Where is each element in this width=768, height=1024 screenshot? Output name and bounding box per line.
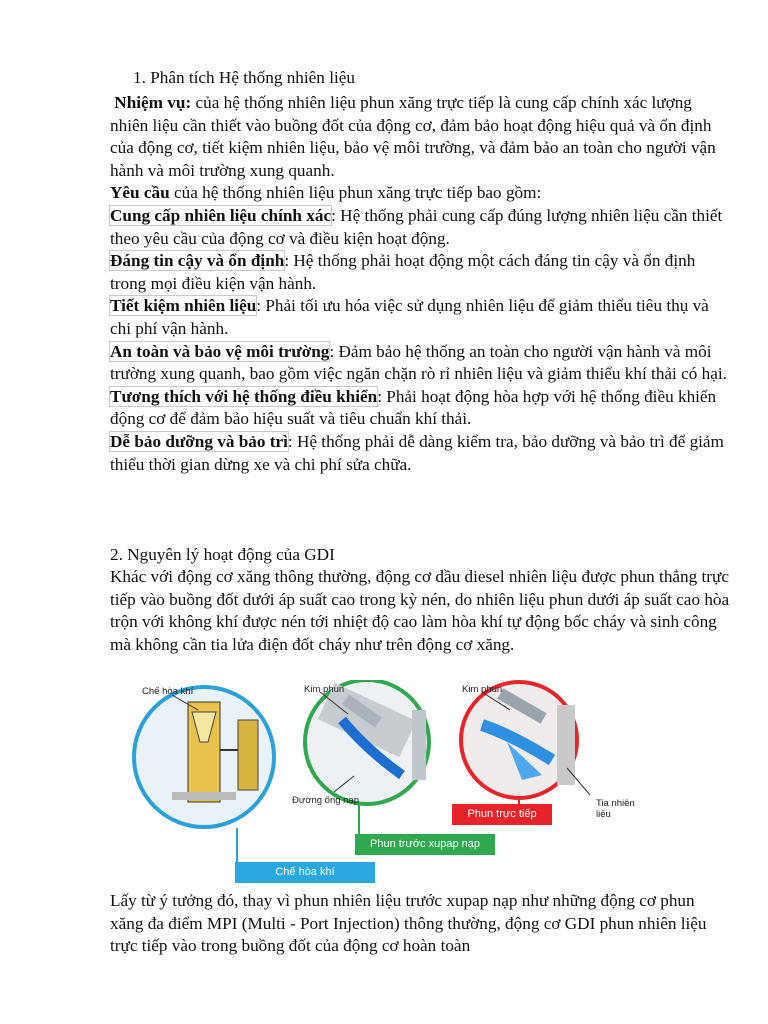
- fuel-system-comparison-figure: [112, 680, 652, 885]
- tag-carburetor: Chế hòa khí: [235, 862, 375, 883]
- section1-body: [110, 92, 730, 476]
- requirement-text: : Hệ thống phải dễ dàng kiểm tra, bảo dưỡng và bảo trì để giảm thiểu thời gian dừng xe và chi phí sửa chữa.: [110, 431, 724, 474]
- label-injector-direct: Kim phun: [462, 684, 503, 695]
- requirement-item: [110, 341, 730, 386]
- requirement-label: Tiết kiệm nhiên liệu: [110, 296, 257, 316]
- section2-heading: 2. Nguyên lý hoạt động của GDI: [110, 545, 335, 564]
- requirement-item: [110, 386, 730, 431]
- tag-direct-injection: Phun trực tiếp: [452, 804, 552, 825]
- requirement-item: [110, 295, 730, 340]
- requirement-label: Cung cấp nhiên liệu chính xác: [110, 205, 332, 225]
- requirement-label: Dễ bảo dưỡng và bảo trì: [110, 431, 288, 451]
- requirement-text: : Đảm bảo hệ thống an toàn cho người vận hành và môi trường xung quanh, bao gồm việc ngăn chặn rò rỉ nhiên liệu và giảm thiểu khí thải có hại.: [110, 341, 727, 384]
- requirement-label: An toàn và bảo vệ môi trường: [110, 341, 330, 361]
- requirement-item: [110, 205, 730, 250]
- requirements-label: Yêu cầu: [110, 183, 170, 203]
- requirement-text: : Phải hoạt động hòa hợp với hệ thống điều khiển động cơ để đảm bảo hiệu suất và tiêu chuẩn khí thải.: [110, 386, 717, 429]
- requirement-text: : Phải tối ưu hóa việc sử dụng nhiên liệu để giảm thiểu tiêu thụ và chi phí vận hành.: [110, 296, 709, 338]
- task-paragraph: [110, 92, 730, 182]
- requirements-intro: [110, 182, 730, 205]
- requirement-label: Đáng tin cậy và ổn định: [110, 251, 285, 271]
- requirement-item: [110, 250, 730, 295]
- requirement-text: : Hệ thống phải cung cấp đúng lượng nhiên liệu cần thiết theo yêu cầu của động cơ và điều kiện hoạt động.: [110, 205, 723, 248]
- task-label: Nhiệm vụ:: [114, 93, 192, 112]
- section1-heading: 1. Phân tích Hệ thống nhiên liệu: [133, 68, 355, 87]
- requirement-label: Tương thích với hệ thống điều khiển: [110, 386, 378, 406]
- label-injector-port: Kim phun: [304, 684, 345, 695]
- tag-port-injection: Phun trước xupap nạp: [355, 834, 495, 855]
- requirement-item: [110, 431, 730, 476]
- label-fuel-spray: Tia nhiên liệu: [596, 798, 635, 820]
- section2-paragraph-1: Khác với động cơ xăng thông thường, động cơ dầu diesel nhiên liệu được phun thẳng trực tiếp vào buồng đốt dưới áp suất cao trong kỳ nén, do nhiên liệu phun dưới áp suất cao hòa trộn với không khí được nén tới nhiệt độ cao làm hòa khí tự động bốc cháy và sinh công mà không cần tia lửa điện đốt cháy như trên động cơ xăng.: [110, 567, 730, 654]
- task-text: của hệ thống nhiên liệu phun xăng trực tiếp là cung cấp chính xác lượng nhiên liệu cần thiết vào buồng đốt của động cơ, đảm bảo hoạt động hiệu quả và ổn định của động cơ, tiết kiệm nhiên liệu, bảo vệ môi trường, và đảm bảo an toàn cho người vận hành và môi trường xung quanh.: [110, 93, 716, 180]
- requirements-text: của hệ thống nhiên liệu phun xăng trực tiếp bao gồm:: [169, 183, 542, 203]
- label-carburetor: Chế hòa khí: [142, 686, 194, 697]
- section2-paragraph-2: Lấy từ ý tưởng đó, thay vì phun nhiên liệu trước xupap nạp như những động cơ phun xăng đa điểm MPI (Multi - Port Injection) thông thường, động cơ GDI phun nhiên liệu trực tiếp vào trong buồng đốt của động cơ hoàn toàn: [110, 891, 707, 956]
- label-intake-manifold: Đường ống nạp: [292, 795, 359, 806]
- requirement-text: : Hệ thống phải hoạt động một cách đáng tin cậy và ổn định trong mọi điều kiện vận hành.: [110, 251, 696, 293]
